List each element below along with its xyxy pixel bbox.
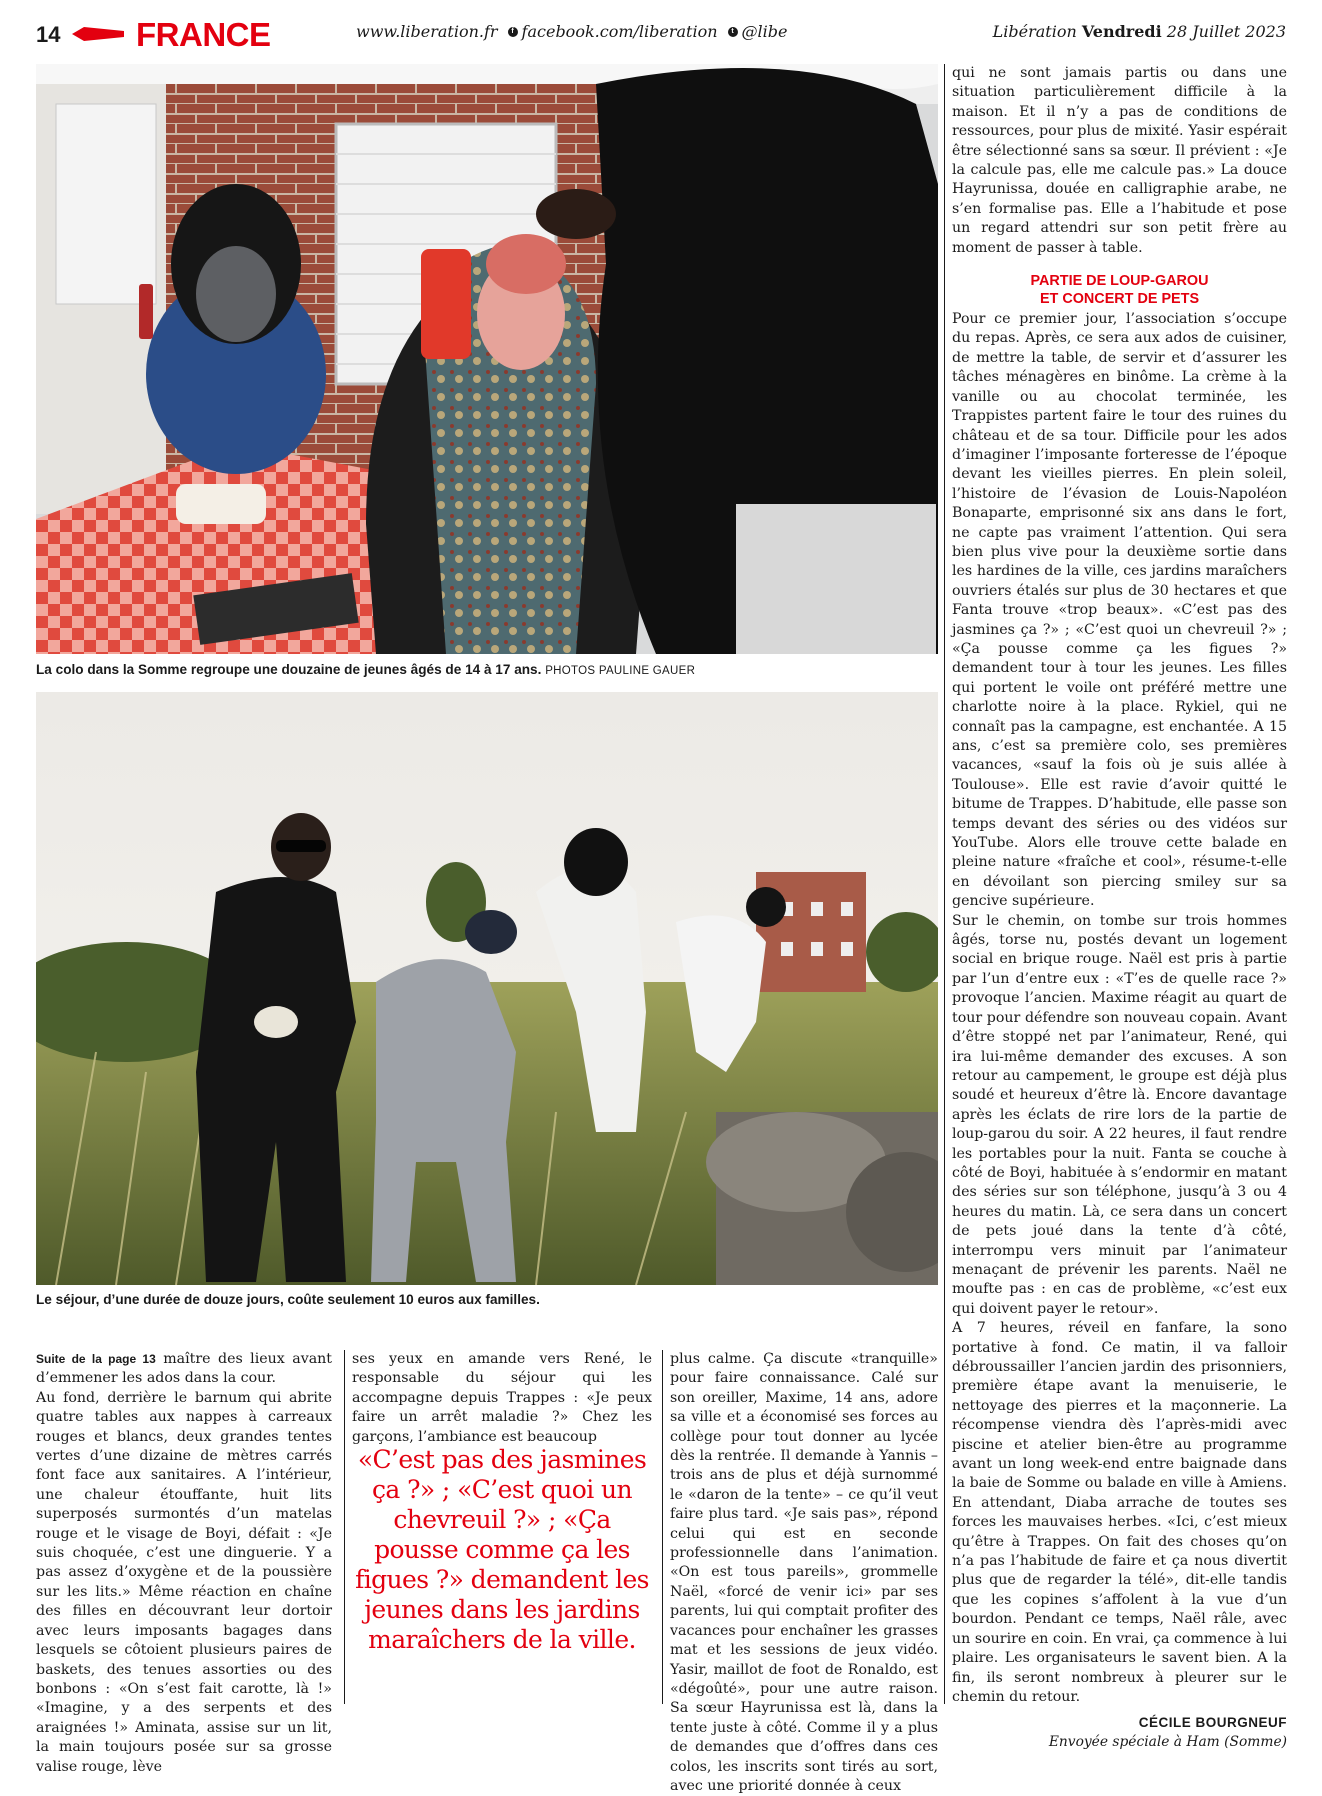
subhead-line: PARTIE DE LOUP-GAROU: [1030, 273, 1209, 290]
article-paragraph: ses yeux en amande vers René, le responsable du séjour qui les accompagne depuis Trappes : «Je peux faire un arrêt maladie ?» Chez les garçons, l’ambiance est beaucoup: [352, 1351, 652, 1445]
issue-day: Vendredi: [1081, 22, 1162, 41]
article-column-3: [670, 1350, 938, 1796]
author-role: Envoyée spéciale à Ham (Somme): [1048, 1733, 1287, 1750]
pull-quote: «C’est pas des jasmines ça ?» ; «C’est quoi un chevreuil ?» ; «Ça pousse comme ça les figues ?» demandent les jeunes dans les jardins maraîchers de la ville.: [355, 1445, 649, 1654]
article-right-column: [952, 64, 1287, 1752]
continued-from: Suite de la page 13: [36, 1352, 156, 1366]
article-paragraph: plus calme. Ça discute «tranquille» pour faire connaissance. Calé sur son oreiller, Maxime, 14 ans, adore sa ville et a économisé ses forces au collège pour tout donner au lycée dès la rentrée. Il demande à Yannis – trois ans de plus et déjà surnommé le «daron de la tente» – ce qu’il veut faire plus tard. «Je sais pas», répond celui qui est en seconde professionnelle dans l’animation. «On est tous pareils», grommelle Naël, «forcé de venir ici» par ses parents, lui qui comptait profiter des vacances pour enchaîner les grasses mat et les sessions de jeux vidéo. Yasir, maillot de foot de Ronaldo, est «dégoûté», pour une autre raison. Sa sœur Hayrunissa est là, dans la tente juste à côté. Comme il y a plus de demandes que d’offres dans ces colos, les inscrits sont tirés au sort, avec une priorité donnée à ceux: [670, 1351, 938, 1794]
article-column-2: [352, 1350, 652, 1447]
author-name: CÉCILE BOURGNEUF: [1138, 1715, 1287, 1731]
subhead-line: ET CONCERT DE PETS: [1039, 291, 1200, 308]
photo-garden: [36, 692, 938, 1285]
social-handle[interactable]: @libe: [741, 22, 788, 41]
photo-illustration: [36, 64, 938, 654]
column-rule: [944, 64, 945, 1704]
paper-name: Libération: [992, 22, 1077, 41]
article-paragraph: qui ne sont jamais partis ou dans une situation particulièrement difficile à la maison. Et il n’y a pas de conditions de ressources, pour plus de mixité. Yasir espérait être sélectionné sans sa sœur. Il prévient : «Je la calcule pas, elle me calcule pas.» La douce Hayrunissa, douée en calligraphie arabe, ne s’en formalise pas. Elle a l’habitude et pose un regard attendri sur son petit frère au moment de passer à table.: [952, 65, 1287, 256]
article-column-1: [36, 1350, 332, 1777]
dateline: [993, 22, 1286, 41]
article-paragraph: [36, 1350, 332, 1389]
header-links: [356, 22, 787, 41]
article-paragraph: Au fond, derrière le barnum qui abrite quatre tables aux nappes à carreaux rouges et blancs, deux grandes tentes vertes d’une dizaine de mètres carrés font face aux sanitaires. A l’intérieur, une chaleur étouffante, huit lits superposés surmontés d’un matelas rouge et le visage de Boyi, défait : «Je suis choquée, c’est une dinguerie. Y a pas assez d’oxygène et de la poussière sur les lits.» Même réaction en chaîne des filles en découvrant leur dortoir avec leurs imposants bagages dans lesquels se côtoient plusieurs paires de baskets, des tenues assorties ou des bonbons : «On s’est fait carotte, là !» «Imagine, y a des serpents et des araignées !» Aminata, assise sur un lit, la main toujours posée sur sa grosse valise rouge, lève: [36, 1389, 332, 1775]
issue-date: 28 Juillet 2023: [1166, 22, 1286, 41]
page-number: 14: [36, 22, 61, 47]
article-paragraph: Sur le chemin, on tombe sur trois hommes âgés, torse nu, postés devant un logement social en brique rouge. Naël est pris à partie par l’un d’entre eux : «T’es de quelle race ?» provoque l’ancien. Maxime réagit au quart de tour pour défendre son nouveau copain. Avant d’être stoppé net par l’animateur, René, qui ira lui-même demander des excuses. A son retour au campement, le groupe est déjà plus soudé et heureux d’être là. Encore davantage après les éclats de rire lors de la partie de loup-garou du soir. A 22 heures, il faut rendre les portables pour la nuit. Fanta se couche à côté de Boyi, habituée à s’endormir en matant des séries sur son téléphone, jusqu’à 3 ou 4 heures du matin. Là, ce sera dans un concert de pets joué dans la tente d’à côté, interrompu vers minuit par l’animateur menaçant de prévenir les parents. Naël ne moufte pas : en cas de problème, «c’est eux qui doivent payer le retour».: [952, 912, 1287, 1317]
photo-credit: PHOTOS PAULINE GAUER: [545, 665, 696, 677]
article-paragraph: Pour ce premier jour, l’association s’occupe du repas. Après, ce sera aux ados de cuisiner, de mettre la table, de servir et d’assurer les tâches ménagères en binôme. La crème à la vanille ou au chocolat terminée, les Trappistes partent faire le tour des ruines du château et de sa tour. Difficile pour les ados d’imaginer l’imposante forteresse de l’époque devant les vieilles pierres. En plein soleil, l’histoire de l’évasion de Louis-Napoléon Bonaparte, emprisonné six ans dans le fort, ne capte pas vraiment l’attention. Qui sera bien plus vive pour la deuxième sortie dans les hardines de la ville, ces jardins maraîchers ouvriers étalés sur plus de 30 hectares et que Fanta trouve «trop beaux». «C’est pas des jasmines ça ?» ; «C’est quoi un chevreuil ?» ; «Ça pousse comme ça les figues ?» demandent tour à tour les jeunes. Les filles qui portent le voile ont préféré mettre une charlotte noire à la place. Rykiel, qui ne connaît pas la campagne, est enchantée. A 15 ans, c’est sa première colo, ses premières vacances, «sauf la fois où je suis allée à Toulouse». Elle est ravie d’avoir quitté le bitume de Trappes. D’habitude, elle passe son temps devant des séries ou des vidéos sur YouTube. Alors elle trouve cette balade en pleine nature «fraîche et cool», résume-t-elle en dévoilant son piercing smiley sur sa gencive supérieure.: [952, 311, 1287, 910]
article-paragraph: A 7 heures, réveil en fanfare, la sono portative à fond. Ce matin, il va falloir débroussailler l’ancien jardin des prisonniers, première étape avant la menuiserie, le nettoyage des pierres et la maçonnerie. La récompense viendra dès l’après-midi avec piscine et atelier bien-être au programme avant un long week-end entre baignade dans la baie de Somme ou balade en ville à Amiens. En attendant, Diaba arrache de toutes ses forces les mauvaises herbes. «Ici, c’est mieux qu’être à Trappes. On fait des choses qu’on n’a pas l’habitude de faire et ça nous divertit plus que de regarder la télé», dit-elle tandis que les copines s’affolent à la vue d’un bourdon. Pendant ce temps, Naël râle, avec un sourire en coin. En vrai, ça commence à lui plaire. Les organisateurs le savent bien. A la fin, ils seront nombreux à pleurer sur le chemin du retour.: [952, 1320, 1287, 1705]
column-rule: [344, 1350, 345, 1704]
photo2-caption: Le séjour, d’une durée de douze jours, coûte seulement 10 euros aux familles.: [36, 1292, 540, 1307]
facebook-icon: f: [508, 27, 518, 37]
section-title: FRANCE: [136, 16, 271, 53]
social-icon: t: [728, 27, 738, 37]
website-link[interactable]: www.liberation.fr: [356, 22, 498, 41]
photo-colo-table: [36, 64, 938, 654]
photo1-caption-text: La colo dans la Somme regroupe une douzaine de jeunes âgés de 14 à 17 ans.: [36, 662, 542, 677]
article-subhead: [952, 272, 1287, 308]
photo1-caption: [36, 662, 695, 677]
paragraph-text: maître des lieux avant d’emmener les ados dans la cour.: [36, 1351, 333, 1387]
column-rule: [662, 1350, 663, 1704]
section-arrow-icon: [72, 27, 124, 41]
facebook-link[interactable]: facebook.com/liberation: [521, 22, 718, 41]
photo-illustration: [36, 692, 938, 1285]
